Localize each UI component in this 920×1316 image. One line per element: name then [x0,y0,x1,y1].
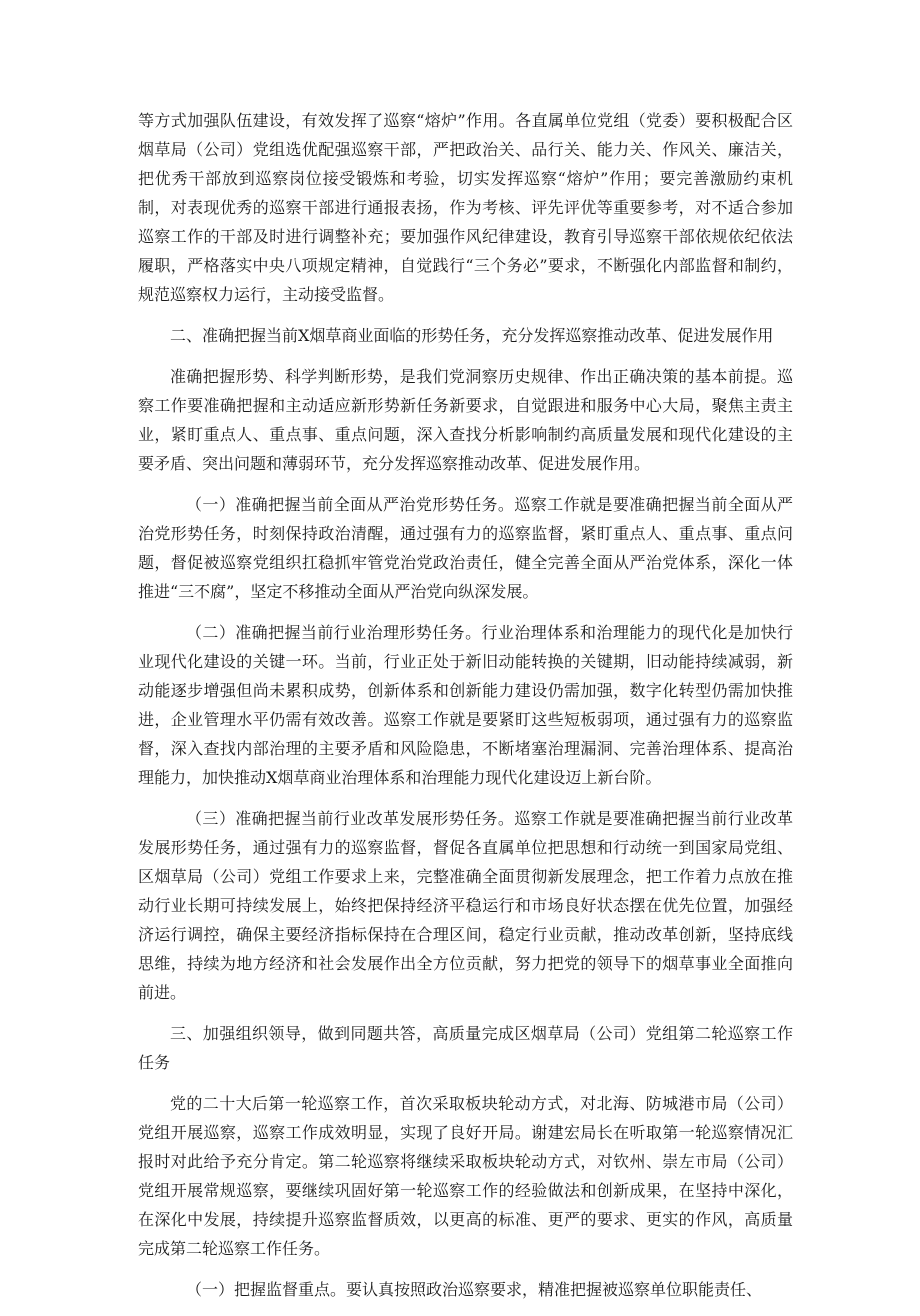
document-page [138,106,793,1316]
subsection-reform-development: （三）准确把握当前行业改革发展形势任务。巡察工作就是要准确把握当前行业改革发展形势任务，通过强有力的巡察监督，督促各直属单位把思想和行动统一到国家局党组、区烟草局（公司）党组工作要求上来，完整准确全面贯彻新发展理念，把工作着力点放在推动行业长期可持续发展上，始终把保持经济平稳运行和市场良好状态摆在优先位置，加强经济运行调控，确保主要经济指标保持在合理区间，稳定行业贡献，推动改革创新，坚持底线思维，持续为地方经济和社会发展作出全方位贡献，努力把党的领导下的烟草事业全面推向前进。 [138,809,793,1002]
section-heading-2: 二、准确把握当前X烟草商业面临的形势任务，充分发挥巡察推动改革、促进发展作用 [170,326,774,345]
paragraph-team-building: 等方式加强队伍建设，有效发挥了巡察“熔炉”作用。各直属单位党组（党委）要积极配合区烟草局（公司）党组选优配强巡察干部，严把政治关、品行关、能力关、作风关、廉洁关，把优秀干部放到巡察岗位接受锻炼和考验，切实发挥巡察“熔炉”作用；要完善激励约束机制，对表现优秀的巡察干部进行通报表扬，作为考核、评先评优等重要参考，对不适合参加巡察工作的干部及时进行调整补充；要加强作风纪律建设，教育引导巡察干部依规依纪依法履职，严格落实中央八项规定精神，自觉践行“三个务必”要求，不断强化内部监督和制约，规范巡察权力运行，主动接受监督。 [138,111,793,304]
paragraph-second-round: 党的二十大后第一轮巡察工作，首次采取板块轮动方式，对北海、防城港市局（公司）党组开展巡察，巡察工作成效明显，实现了良好开局。谢建宏局长在听取第一轮巡察情况汇报时对此给予充分肯定。第二轮巡察将继续采取板块轮动方式，对钦州、崇左市局（公司）党组开展常规巡察，要继续巩固好第一轮巡察工作的经验做法和创新成果，在坚持中深化，在深化中发展，持续提升巡察监督质效，以更高的标准、更严的要求、更实的作风，高质量完成第二轮巡察工作任务。 [138,1094,793,1258]
subsection-strict-governance: （一）准确把握当前全面从严治党形势任务。巡察工作就是要准确把握当前全面从严治党形势任务，时刻保持政治清醒，通过强有力的巡察监督，紧盯重点人、重点事、重点问题，督促被巡察党组织扛稳抓牢管党治党政治责任，健全完善全面从严治党体系，深化一体推进“三不腐”，坚定不移推动全面从严治党向纵深发展。 [138,495,793,601]
subsection-industry-governance: （二）准确把握当前行业治理形势任务。行业治理体系和治理能力的现代化是加快行业现代化建设的关键一环。当前，行业正处于新旧动能转换的关键期，旧动能持续减弱，新动能逐步增强但尚未累积成势，创新体系和创新能力建设仍需加强，数字化转型仍需加快推进，企业管理水平仍需有效改善。巡察工作就是要紧盯这些短板弱项，通过强有力的巡察监督，深入查找内部治理的主要矛盾和风险隐患，不断堵塞治理漏洞、完善治理体系、提高治理能力，加快推动X烟草商业治理体系和治理能力现代化建设迈上新台阶。 [138,623,793,787]
subsection-supervision-focus: （一）把握监督重点。要认真按照政治巡察要求，精准把握被巡察单位职能责任、 [186,1280,763,1299]
section-heading-3: 三、加强组织领导，做到同题共答，高质量完成区烟草局（公司）党组第二轮巡察工作任务 [138,1024,793,1072]
paragraph-situation-judgement: 准确把握形势、科学判断形势，是我们党洞察历史规律、作出正确决策的基本前提。巡察工作要准确把握和主动适应新形势新任务新要求，自觉跟进和服务中心大局，聚焦主责主业，紧盯重点人、重点事、重点问题，深入查找分析影响制约高质量发展和现代化建设的主要矛盾、突出问题和薄弱环节，充分发挥巡察推动改革、促进发展作用。 [138,367,793,473]
